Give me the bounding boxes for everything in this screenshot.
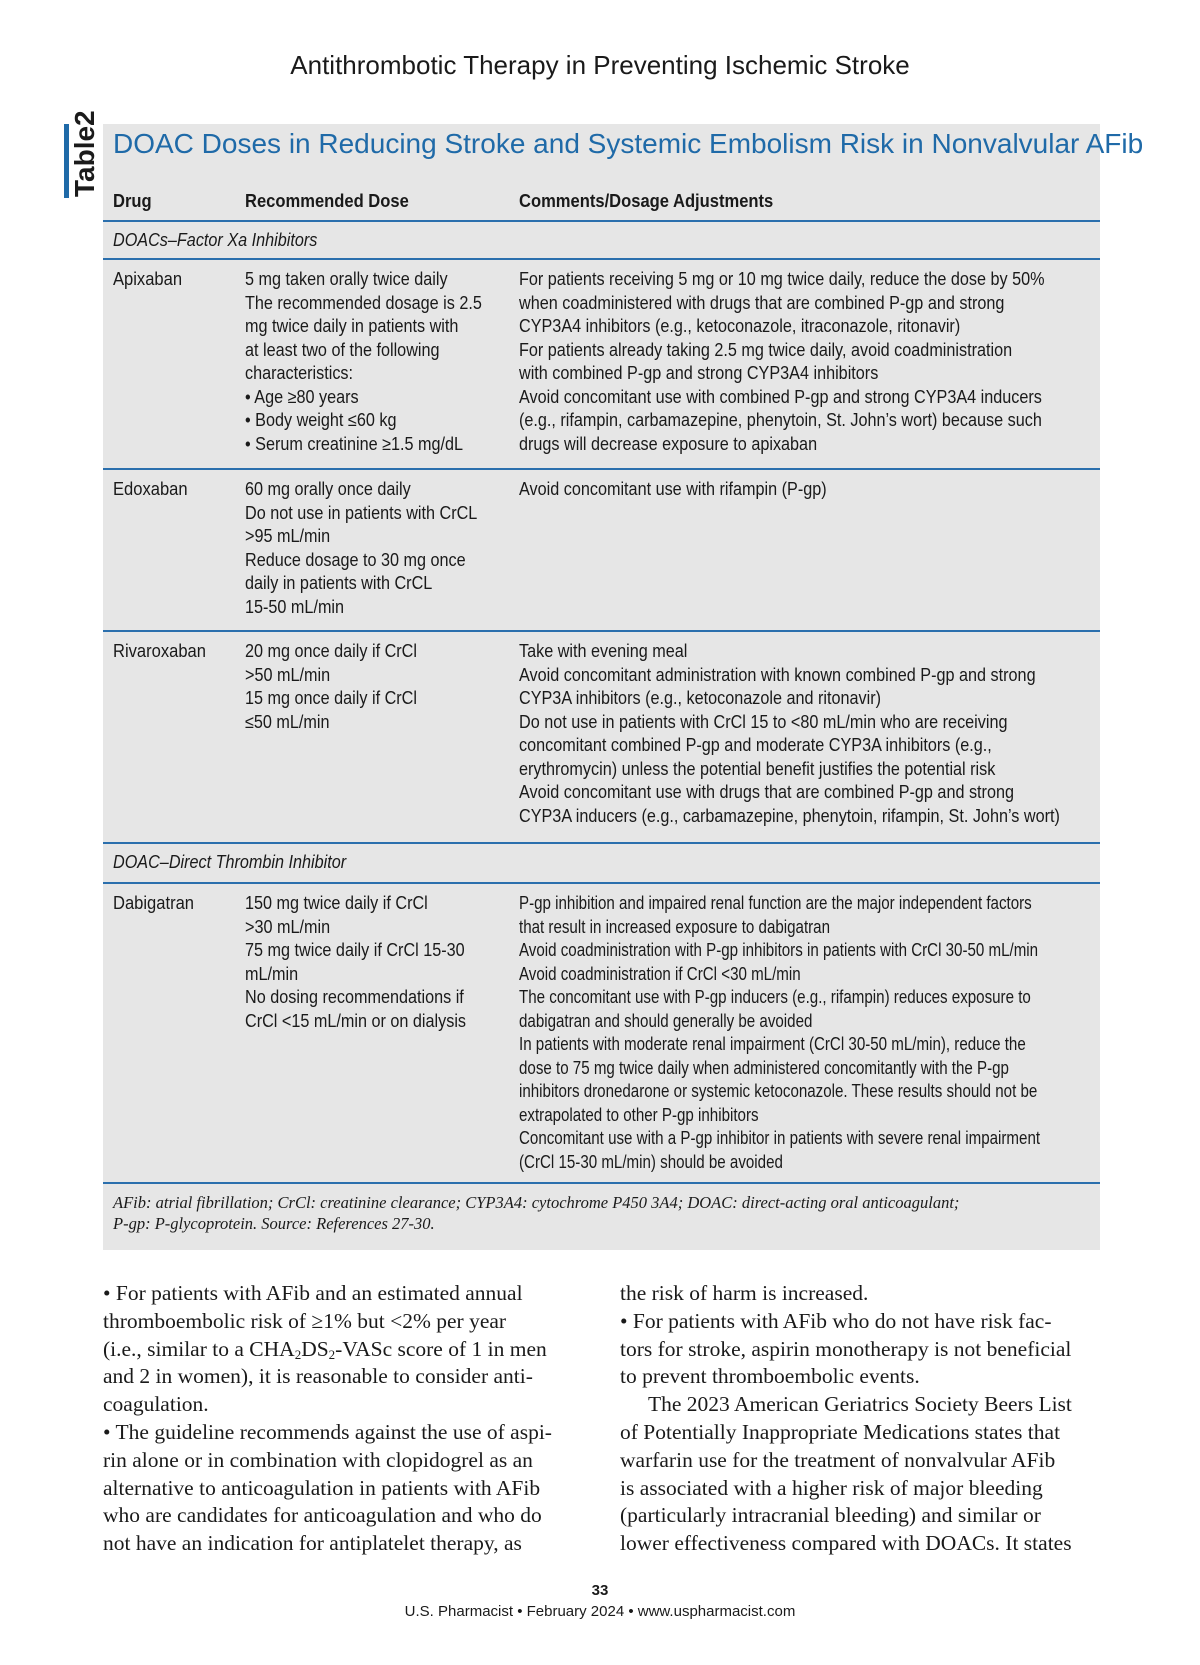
divider <box>103 468 1100 470</box>
divider <box>103 258 1100 260</box>
divider <box>103 220 1100 222</box>
table-footnote: AFib: atrial fibrillation; CrCl: creatinine clearance; CYP3A4: cytochrome P450 3A4; DOAC: direct-acting oral anticoagulant; P-gp: P-glycoprotein. Source: References 27-30. <box>113 1193 960 1233</box>
drug-dabigatran: Dabigatran <box>113 893 195 913</box>
page-number: 33 <box>591 1582 609 1599</box>
drug-apixaban: Apixaban <box>113 269 183 289</box>
dose-edoxaban: 60 mg orally once daily Do not use in patients with CrCL >95 mL/min Reduce dosage to 30 mg once daily in patients with CrCL 15-50 mL/min <box>245 479 478 617</box>
section-label-thrombin: DOAC–Direct Thrombin Inhibitor <box>113 852 347 872</box>
comments-edoxaban: Avoid concomitant use with rifampin (P-gp) <box>519 479 827 499</box>
body-column-left: • For patients with AFib and an estimated annual thromboembolic risk of ≥1% but <2% per year (i.e., similar to a $CHA_2DS_2$-VASc score of 1 in men and 2 in women), it is reasonable to consider anti- coagulation. • The guideline recommends against the use of aspi- rin alone or in combination with clopidogrel as an alternative to anticoagulation in patients with AFib who are candidates for anticoagulation and who do not have an indication for antiplatelet therapy, as <box>103 1281 552 1556</box>
dose-apixaban: 5 mg taken orally twice daily The recommended dosage is 2.5 mg twice daily in patients with at least two of the following characteristics: • Age ≥80 years • Body weight ≤60 kg • Serum creatinine ≥1.5 mg/dL <box>245 269 482 454</box>
divider <box>103 630 1100 632</box>
body-column-right: the risk of harm is increased. • For patients with AFib who do not have risk fac- tors for stroke, aspirin monotherapy is not beneficial to prevent thromboembolic events. The 2023 American Geriatrics Society Beers List of Potentially Inappropriate Medications states that warfarin use for the treatment of nonvalvular AFib is associated with a higher risk of major bleeding (particularly intracranial bleeding) and similar or lower effectiveness compared with DOACs. It states <box>620 1281 1072 1556</box>
table-title: DOAC Doses in Reducing Stroke and Systemic Embolism Risk in Nonvalvular AFib <box>113 128 1144 159</box>
divider <box>103 882 1100 884</box>
page-header: Antithrombotic Therapy in Preventing Ischemic Stroke <box>290 50 910 80</box>
column-header-comments: Comments/Dosage Adjustments <box>519 191 774 211</box>
comments-dabigatran: P-gp inhibition and impaired renal function are the major independent factors that result in increased exposure to dabigatran Avoid coadministration with P-gp inhibitors in patients with CrCl 30-50 mL/min Avoid coadministration if CrCl <30 mL/min The concomitant use with P-gp inducers (e.g., rifampin) reduces exposure to dabigatran and should generally be avoided In patients with moderate renal impairment (CrCl 30-50 mL/min), reduce the dose to 75 mg twice daily when administered concomitantly with the P-gp inhibitors dronedarone or systemic ketoconazole. These results should not be extrapolated to other P-gp inhibitors Concomitant use with a P-gp inhibitor in patients with severe renal impairment (CrCl 15-30 mL/min) should be avoided <box>519 893 1041 1172</box>
drug-edoxaban: Edoxaban <box>113 479 188 499</box>
comments-rivaroxaban: Take with evening meal Avoid concomitant administration with known combined P-gp and strong CYP3A inhibitors (e.g., ketoconazole and ritonavir) Do not use in patients with CrCl 15 to <80 mL/min who are receiving concomitant combined P-gp and moderate CYP3A inhibitors (e.g., erythromycin) unless the potential benefit justifies the potential risk Avoid concomitant use with drugs that are combined P-gp and strong CYP3A inducers (e.g., carbamazepine, phenytoin, rifampin, St. John’s wort) <box>519 641 1060 826</box>
divider <box>103 1182 1100 1184</box>
column-header-drug: Drug <box>113 191 152 211</box>
table-number-label: Table2 <box>69 110 100 197</box>
comments-apixaban: For patients receiving 5 mg or 10 mg twice daily, reduce the dose by 50% when coadministered with drugs that are combined P-gp and strong CYP3A4 inhibitors (e.g., ketoconazole, itraconazole, ritonavir) For patients already taking 2.5 mg twice daily, avoid coadministration with combined P-gp and strong CYP3A4 inhibitors Avoid concomitant use with combined P-gp and strong CYP3A4 inducers (e.g., rifampin, carbamazepine, phenytoin, St. John’s wort) because such drugs will decrease exposure to apixaban <box>519 269 1045 454</box>
section-label-factor-xa: DOACs–Factor Xa Inhibitors <box>113 230 318 250</box>
divider <box>103 842 1100 844</box>
dose-dabigatran: 150 mg twice daily if CrCl >30 mL/min 75 mg twice daily if CrCl 15-30 mL/min No dosing recommendations if CrCl <15 mL/min or on dialysis <box>245 893 467 1031</box>
dose-rivaroxaban: 20 mg once daily if CrCl >50 mL/min 15 mg once daily if CrCl ≤50 mL/min <box>245 641 417 732</box>
drug-rivaroxaban: Rivaroxaban <box>113 641 206 661</box>
page-footer: U.S. Pharmacist • February 2024 • www.uspharmacist.com <box>404 1603 796 1620</box>
column-header-dose: Recommended Dose <box>245 191 409 211</box>
